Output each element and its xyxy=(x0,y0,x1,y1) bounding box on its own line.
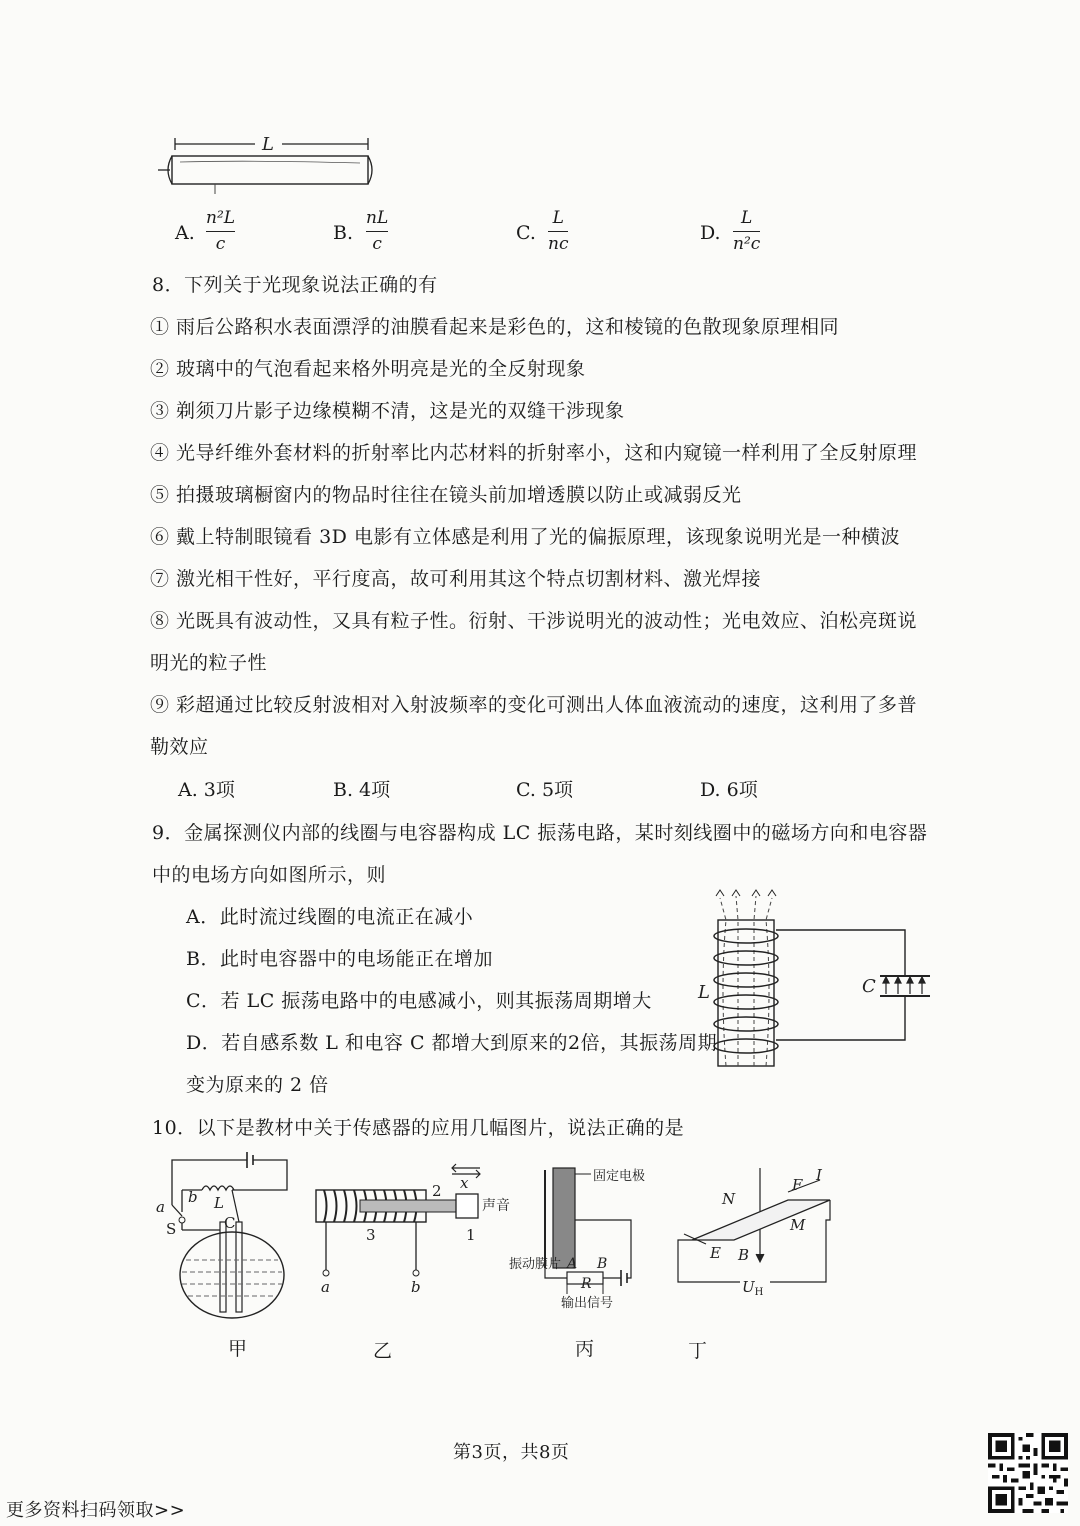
jia-label-C: C xyxy=(224,1214,236,1232)
caption-yi: 乙 xyxy=(373,1340,393,1362)
q8-item-2: ② 玻璃中的气泡看起来格外明亮是光的全反射现象 xyxy=(150,358,586,380)
q8-item-5: ⑤ 拍摄玻璃橱窗内的物品时往往在镜头前加增透膜以防止或减弱反光 xyxy=(150,484,742,506)
q9-stem-line2: 中的电场方向如图所示，则 xyxy=(152,864,387,886)
optical-fiber-figure xyxy=(150,128,390,208)
bing-label-B: B xyxy=(597,1256,608,1272)
yi-label-3: 3 xyxy=(366,1226,376,1244)
denominator: c xyxy=(215,234,226,254)
bing-label-fixed: 固定电极 xyxy=(593,1169,646,1184)
figure-yi xyxy=(310,1158,510,1298)
figure-ding xyxy=(670,1160,835,1300)
q8-item-4: ④ 光导纤维外套材料的折射率比内芯材料的折射率小，这和内窥镜一样利用了全反射原理 xyxy=(150,442,918,464)
q8-option-a[interactable]: A. 3项 xyxy=(178,779,235,801)
yi-label-sound: 声音 xyxy=(482,1198,510,1214)
jia-label-a: a xyxy=(156,1198,165,1216)
jia-label-S: S xyxy=(166,1220,177,1238)
q8-item-6: ⑥ 戴上特制眼镜看 3D 电影有立体感是利用了光的偏振原理，该现象说明光是一种横波 xyxy=(150,526,900,548)
yi-label-b: b xyxy=(411,1278,421,1296)
ding-label-E: E xyxy=(710,1244,721,1262)
q8-item-3: ③ 剃须刀片影子边缘模糊不清，这是光的双缝干涉现象 xyxy=(150,400,625,422)
option-letter: B. xyxy=(333,222,354,244)
q9-stem-line1: 9．金属探测仪内部的线圈与电容器构成 LC 振荡电路，某时刻线圈中的磁场方向和电容器 xyxy=(152,822,928,844)
q8-item-8-cont: 明光的粒子性 xyxy=(150,652,268,674)
numerator: L xyxy=(741,208,753,228)
more-resources-link[interactable]: 更多资料扫码领取>> xyxy=(6,1500,186,1521)
q8-option-c[interactable]: C. 5项 xyxy=(516,779,574,801)
fiber-length-label: L xyxy=(262,134,274,155)
denominator: nc xyxy=(548,234,569,254)
numerator: nL xyxy=(366,208,389,228)
numerator: L xyxy=(552,208,564,228)
lc-circuit-figure xyxy=(690,888,940,1078)
option-letter: A. xyxy=(175,222,195,244)
q8-item-8: ⑧ 光既具有波动性，又具有粒子性。衍射、干涉说明光的波动性；光电效应、泊松亮斑说 xyxy=(150,610,918,632)
jia-label-L: L xyxy=(214,1194,224,1212)
bing-label-R: R xyxy=(581,1276,592,1292)
q9-option-d[interactable]: D．若自感系数 L 和电容 C 都增大到原来的2倍，其振荡周期 xyxy=(186,1032,718,1054)
q9-option-b[interactable]: B．此时电容器中的电场能正在增加 xyxy=(186,948,493,970)
denominator: c xyxy=(372,234,382,254)
page-number: 第3页，共8页 xyxy=(453,1442,570,1463)
q8-item-7: ⑦ 激光相干性好，平行度高，故可利用其这个特点切割材料、激光焊接 xyxy=(150,568,762,590)
yi-label-a: a xyxy=(321,1278,330,1296)
bing-label-output: 输出信号 xyxy=(561,1296,614,1310)
q8-option-d[interactable]: D. 6项 xyxy=(700,779,758,801)
coil-label: L xyxy=(698,982,710,1003)
numerator: n²L xyxy=(206,208,236,228)
q8-item-1: ① 雨后公路积水表面漂浮的油膜看起来是彩色的，这和棱镜的色散现象原理相同 xyxy=(150,316,840,338)
caption-jia: 甲 xyxy=(228,1338,248,1360)
ding-label-I: I xyxy=(816,1166,822,1184)
yi-label-1: 1 xyxy=(466,1226,476,1244)
ding-label-F: F xyxy=(792,1176,803,1194)
q9-option-d-cont: 变为原来的 2 倍 xyxy=(186,1074,329,1096)
caption-bing: 丙 xyxy=(575,1338,595,1360)
ding-label-U: U xyxy=(742,1278,755,1296)
jia-label-b: b xyxy=(188,1188,198,1206)
q10-stem: 10．以下是教材中关于传感器的应用几幅图片，说法正确的是 xyxy=(152,1117,685,1139)
figure-jia xyxy=(152,1150,297,1320)
yi-label-2: 2 xyxy=(432,1182,442,1200)
figure-bing xyxy=(505,1160,680,1310)
q9-option-a[interactable]: A．此时流过线圈的电流正在减小 xyxy=(186,906,474,928)
bing-label-A: A xyxy=(567,1256,578,1272)
ding-label-N: N xyxy=(722,1190,736,1208)
option-letter: D. xyxy=(700,222,721,244)
q8-item-9: ⑨ 彩超通过比较反射波相对入射波频率的变化可测出人体血液流动的速度，这利用了多普 xyxy=(150,694,918,716)
yi-label-x: x xyxy=(460,1174,469,1192)
ding-label-B: B xyxy=(738,1246,750,1264)
caption-ding: 丁 xyxy=(688,1340,708,1362)
denominator: n²c xyxy=(733,234,761,254)
q9-option-c[interactable]: C．若 LC 振荡电路中的电感减小，则其振荡周期增大 xyxy=(186,990,652,1012)
q8-option-b[interactable]: B. 4项 xyxy=(333,779,391,801)
option-letter: C. xyxy=(516,222,536,244)
bing-label-membrane: 振动膜片 xyxy=(509,1257,562,1272)
svg-text:UH xyxy=(742,1278,764,1298)
qr-code-icon[interactable] xyxy=(988,1433,1068,1513)
ding-label-U-sub: H xyxy=(754,1287,764,1298)
capacitor-label: C xyxy=(862,976,876,997)
ding-label-M: M xyxy=(790,1216,806,1234)
q8-item-9-cont: 勒效应 xyxy=(150,736,209,758)
q8-stem: 8．下列关于光现象说法正确的有 xyxy=(152,274,438,296)
